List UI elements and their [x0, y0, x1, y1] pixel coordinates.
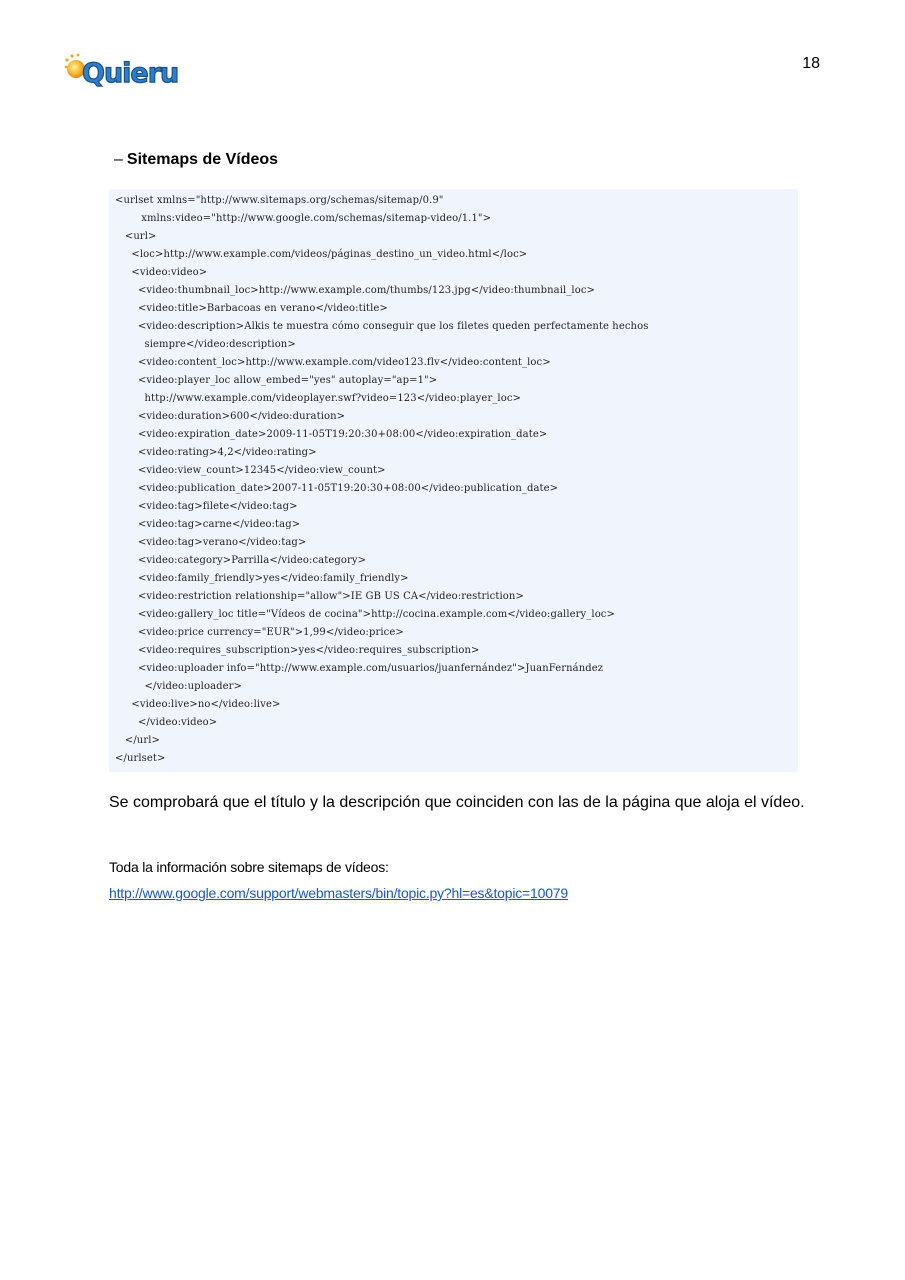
code-line: <video:requires_subscription>yes</video:requires_subscription> — [115, 645, 480, 656]
sitemaps-video-link[interactable]: http://www.google.com/support/webmasters/bin/topic.py?hl=es&topic=10079 — [109, 885, 568, 901]
code-line: <video:content_loc>http://www.example.com/video123.flv</video:content_loc> — [115, 357, 551, 368]
code-line: <video:gallery_loc title="Vídeos de cocina">http://cocina.example.com</video:gallery_loc> — [115, 609, 615, 620]
heading-title: Sitemaps de Vídeos — [126, 151, 279, 168]
section-heading — [114, 151, 278, 169]
code-line: </url> — [115, 735, 160, 746]
code-line: <video:expiration_date>2009-11-05T19:20:30+08:00</video:expiration_date> — [115, 429, 548, 440]
code-line: <video:duration>600</video:duration> — [115, 411, 346, 422]
code-line: <video:restriction relationship="allow">IE GB US CA</video:restriction> — [115, 591, 524, 602]
quieru-logo — [64, 50, 188, 96]
code-line: </video:uploader> — [115, 681, 243, 692]
logo-wordmark: Quieru — [82, 58, 179, 89]
code-line: <video:player_loc allow_embed="yes" autoplay="ap=1"> — [115, 375, 438, 386]
code-line: </video:video> — [115, 717, 218, 728]
code-line: </urlset> — [115, 753, 166, 764]
info-text: Toda la información sobre sitemaps de vídeos: — [109, 859, 389, 875]
code-line: <video:live>no</video:live> — [115, 699, 281, 710]
code-line: <urlset xmlns="http://www.sitemaps.org/schemas/sitemap/0.9" — [115, 195, 444, 206]
code-block — [109, 189, 798, 772]
code-line: <loc>http://www.example.com/videos/páginas_destino_un_video.html</loc> — [115, 249, 528, 260]
code-line: xmlns:video="http://www.google.com/schemas/sitemap-video/1.1"> — [115, 213, 492, 224]
code-line: <video:thumbnail_loc>http://www.example.com/thumbs/123.jpg</video:thumbnail_loc> — [115, 285, 596, 296]
code-line: <video:view_count>12345</video:view_count> — [115, 465, 386, 476]
code-line: <video:title>Barbacoas en verano</video:title> — [115, 303, 388, 314]
code-line: <video:uploader info="http://www.example.com/usuarios/juanfernández">JuanFernández — [115, 663, 604, 674]
code-line: <video:video> — [115, 267, 208, 278]
code-line: <video:description>Alkis te muestra cómo conseguir que los filetes queden perfectamente hechos — [115, 321, 649, 332]
heading-dash: – — [114, 151, 123, 168]
code-line: <video:price currency="EUR">1,99</video:price> — [115, 627, 404, 638]
code-line: <video:tag>carne</video:tag> — [115, 519, 301, 530]
code-line: siempre</video:description> — [115, 339, 296, 350]
code-line: <video:category>Parrilla</video:category> — [115, 555, 367, 566]
code-line: <video:publication_date>2007-11-05T19:20:30+08:00</video:publication_date> — [115, 483, 559, 494]
code-line: <url> — [115, 231, 157, 242]
body-paragraph: Se comprobará que el título y la descripción que coinciden con las de la página que aloja el vídeo. — [109, 794, 805, 811]
quieru-logo-graphic — [64, 50, 188, 96]
code-line: <video:rating>4,2</video:rating> — [115, 447, 317, 458]
code-line: http://www.example.com/videoplayer.swf?video=123</video:player_loc> — [115, 393, 522, 404]
code-line: <video:tag>filete</video:tag> — [115, 501, 298, 512]
code-line: <video:tag>verano</video:tag> — [115, 537, 307, 548]
code-line: <video:family_friendly>yes</video:family_friendly> — [115, 573, 409, 584]
page-number: 18 — [802, 55, 820, 72]
